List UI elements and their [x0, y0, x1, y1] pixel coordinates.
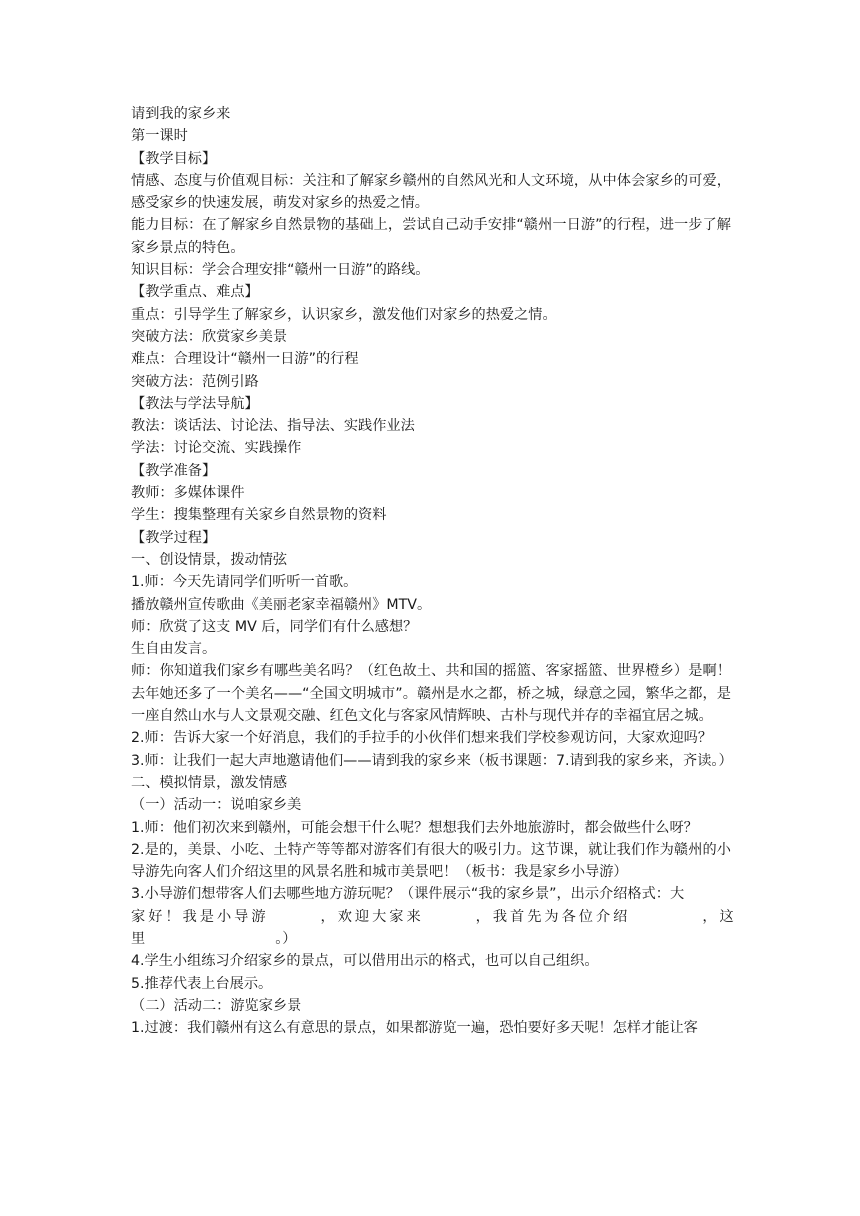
- paragraph-key-point: 重点：引导学生了解家乡，认识家乡，激发他们对家乡的热爱之情。: [131, 306, 557, 323]
- paragraph-act1-item1: 1.师：他们初次来到赣州，可能会想干什么呢？想想我们去外地旅游时，都会做些什么呀？: [131, 819, 698, 836]
- template-text-here: ，这: [702, 908, 737, 925]
- paragraph-act1-item4: 4.学生小组练习介绍家乡的景点，可以借用出示的格式，也可以自己组织。: [131, 953, 599, 970]
- step-heading-1: 一、创设情景，拨动情弦: [131, 551, 288, 568]
- paragraph-goal-emotion: 情感、态度与价值观目标：关注和了解家乡赣州的自然风光和人文环境，从中体会家乡的可爱，感受家乡的快速发展，萌发对家乡的热爱之情。: [131, 172, 731, 212]
- template-text-li: 里: [131, 930, 146, 947]
- step-heading-2: 二、模拟情景，激发情感: [131, 774, 288, 791]
- paragraph-step1-play: 播放赣州宣传歌曲《美丽老家幸福赣州》MTV。: [131, 596, 432, 613]
- document-title: 请到我的家乡来: [131, 106, 231, 122]
- paragraph-step1-item1: 1.师：今天先请同学们听听一首歌。: [131, 574, 358, 591]
- paragraph-step1-free: 生自由发言。: [131, 641, 217, 658]
- paragraph-difficulty-method: 突破方法：范例引路: [131, 373, 259, 390]
- paragraph-goal-ability: 能力目标：在了解家乡自然景物的基础上，尝试自己动手安排“赣州一日游”的行程，进一步了解家乡景点的特色。: [131, 217, 731, 256]
- paragraph-step1-item2: 2.师：告诉大家一个好消息，我们的手拉手的小伙伴们想来我们学校参观访问，大家欢迎吗？: [131, 730, 713, 747]
- paragraph-goal-knowledge: 知识目标：学会合理安排“赣州一日游”的路线。: [131, 262, 430, 279]
- paragraph-act1-item3-line2: [131, 906, 737, 928]
- paragraph-key-method: 突破方法：欣赏家乡美景: [131, 328, 288, 345]
- activity-heading-2: （二）活动二：游览家乡景: [131, 997, 302, 1014]
- paragraph-act1-item5: 5.推荐代表上台展示。: [131, 975, 273, 992]
- paragraph-act1-item2: 2.是的，美景、小吃、土特产等等都对游客们有很大的吸引力。这节课，就让我们作为赣州的小导游先向客人们介绍这里的风景名胜和城市美景吧！（板书：我是家乡小导游）: [131, 841, 731, 881]
- paragraph-step1-names: 师：你知道我们家乡有哪些美名吗？（红色故土、共和国的摇篮、客家摇篮、世界橙乡）是啊！去年她还多了一个美名——“全国文明城市”。赣州是水之都，桥之城，绿意之园，繁华之都，是一座自然山水与人文景观交融、红色文化与客家风情辉映、古朴与现代并存的幸福宜居之城。: [131, 663, 731, 725]
- paragraph-act1-item3-line1: 3.小导游们想带客人们去哪些地方游玩呢？（课件展示“我的家乡景”，出示介绍格式：大: [131, 886, 685, 903]
- paragraph-act2-item1: 1.过渡：我们赣州有这么有意思的景点，如果都游览一遍，恐怕要好多天呢！怎样才能让客: [131, 1020, 698, 1037]
- document-body: [131, 103, 737, 1039]
- template-text-introduce: ，我首先为各位介绍: [475, 908, 631, 925]
- activity-heading-1: （一）活动一：说咱家乡美: [131, 797, 302, 814]
- paragraph-teaching-method: 教法：谈话法、讨论法、指导法、实践作业法: [131, 418, 415, 435]
- paragraph-prep-teacher: 教师：多媒体课件: [131, 485, 245, 502]
- section-heading-goals: 【教学目标】: [131, 150, 217, 167]
- paragraph-step1-ask: 师：欣赏了这支 MV 后，同学们有什么感想？: [131, 618, 418, 635]
- paragraph-step1-item3: 3.师：让我们一起大声地邀请他们——请到我的家乡来（板书课题：7.请到我的家乡来，齐读。）: [131, 752, 733, 769]
- template-text-welcome: ，欢迎大家来: [320, 908, 424, 925]
- paragraph-learning-method: 学法：讨论交流、实践操作: [131, 440, 302, 457]
- section-heading-process: 【教学过程】: [131, 529, 217, 546]
- lesson-period: 第一课时: [131, 128, 188, 145]
- template-text-guide: 家好！我是小导游: [131, 908, 269, 925]
- template-text-end: 。）: [275, 930, 297, 947]
- paragraph-act1-item3-line3: [131, 928, 731, 950]
- paragraph-difficulty: 难点：合理设计“赣州一日游”的行程: [131, 351, 359, 368]
- paragraph-prep-student: 学生：搜集整理有关家乡自然景物的资料: [131, 507, 387, 524]
- section-heading-preparation: 【教学准备】: [131, 462, 217, 479]
- section-heading-methods: 【教法与学法导航】: [131, 395, 259, 412]
- section-heading-key-points: 【教学重点、难点】: [131, 284, 259, 301]
